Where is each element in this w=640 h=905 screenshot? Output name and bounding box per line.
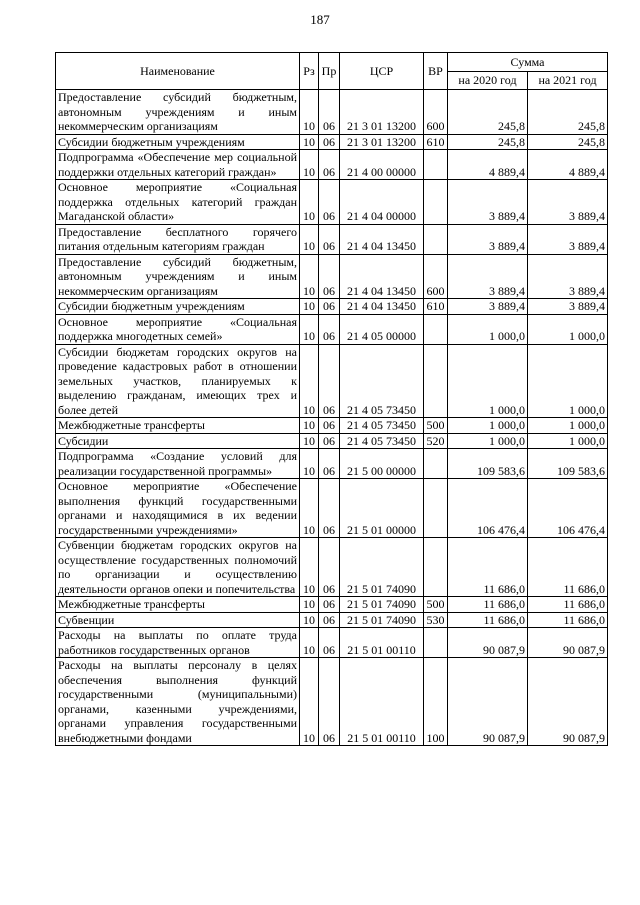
- cell-sum-2020: 1 000,0: [448, 344, 528, 418]
- cell-sum-2021: 1 000,0: [528, 418, 608, 434]
- cell-csr: 21 3 01 13200: [340, 134, 424, 150]
- cell-vr: [424, 224, 448, 254]
- cell-name: Предоставление субсидий бюджетным, автономным учреждениям и иным некоммерческим организациям: [56, 90, 300, 135]
- cell-pr: 06: [319, 90, 340, 135]
- table-body: [56, 90, 608, 746]
- cell-name: Субсидии бюджетам городских округов на проведение кадастровых работ в отношении земельных участков, планируемых к выделению гражданам, имеющих трех и более детей: [56, 344, 300, 418]
- cell-name: Субвенции: [56, 612, 300, 628]
- cell-pr: 06: [319, 597, 340, 613]
- cell-csr: 21 5 01 00000: [340, 479, 424, 538]
- table-row: [56, 597, 608, 613]
- header-vr: ВР: [424, 53, 448, 90]
- cell-csr: 21 4 05 73450: [340, 433, 424, 449]
- cell-pr: 06: [319, 299, 340, 315]
- cell-sum-2021: 3 889,4: [528, 180, 608, 225]
- cell-name: Межбюджетные трансферты: [56, 597, 300, 613]
- cell-name: Основное мероприятие «Социальная поддержка отдельных категорий граждан Магаданской области»: [56, 180, 300, 225]
- cell-pr: 06: [319, 658, 340, 746]
- cell-sum-2021: 109 583,6: [528, 449, 608, 479]
- cell-name: Предоставление бесплатного горячего питания отдельным категориям граждан: [56, 224, 300, 254]
- cell-rz: 10: [300, 254, 319, 299]
- cell-rz: 10: [300, 538, 319, 597]
- cell-csr: 21 5 01 00110: [340, 628, 424, 658]
- cell-csr: 21 4 04 13450: [340, 299, 424, 315]
- cell-sum-2021: 11 686,0: [528, 538, 608, 597]
- cell-sum-2020: 109 583,6: [448, 449, 528, 479]
- cell-rz: 10: [300, 150, 319, 180]
- cell-sum-2021: 1 000,0: [528, 433, 608, 449]
- cell-name: Расходы на выплаты по оплате труда работников государственных органов: [56, 628, 300, 658]
- cell-vr: 600: [424, 254, 448, 299]
- cell-name: Межбюджетные трансферты: [56, 418, 300, 434]
- cell-name: Субсидии бюджетным учреждениям: [56, 134, 300, 150]
- header-pr: Пр: [319, 53, 340, 90]
- cell-sum-2020: 1 000,0: [448, 314, 528, 344]
- cell-csr: 21 4 05 00000: [340, 314, 424, 344]
- cell-sum-2021: 1 000,0: [528, 314, 608, 344]
- cell-sum-2020: 11 686,0: [448, 597, 528, 613]
- cell-vr: 610: [424, 299, 448, 315]
- cell-sum-2021: 106 476,4: [528, 479, 608, 538]
- cell-rz: 10: [300, 418, 319, 434]
- cell-rz: 10: [300, 597, 319, 613]
- cell-rz: 10: [300, 314, 319, 344]
- cell-pr: 06: [319, 150, 340, 180]
- header-rz: Рз: [300, 53, 319, 90]
- cell-pr: 06: [319, 418, 340, 434]
- cell-sum-2021: 90 087,9: [528, 628, 608, 658]
- cell-csr: 21 4 04 13450: [340, 224, 424, 254]
- cell-sum-2020: 90 087,9: [448, 628, 528, 658]
- cell-name: Подпрограмма «Обеспечение мер социальной поддержки отдельных категорий граждан»: [56, 150, 300, 180]
- cell-csr: 21 5 01 74090: [340, 612, 424, 628]
- cell-rz: 10: [300, 612, 319, 628]
- table-row: [56, 344, 608, 418]
- table-row: [56, 479, 608, 538]
- table-row: [56, 299, 608, 315]
- cell-vr: [424, 314, 448, 344]
- cell-pr: 06: [319, 314, 340, 344]
- cell-sum-2021: 11 686,0: [528, 612, 608, 628]
- cell-rz: 10: [300, 658, 319, 746]
- cell-sum-2020: 90 087,9: [448, 658, 528, 746]
- header-name: Наименование: [56, 53, 300, 90]
- cell-vr: 610: [424, 134, 448, 150]
- table-row: [56, 628, 608, 658]
- cell-rz: 10: [300, 224, 319, 254]
- cell-name: Основное мероприятие «Обеспечение выполнения функций государственными органами и находящимися в их ведении государственными учреждениями»: [56, 479, 300, 538]
- cell-sum-2020: 245,8: [448, 90, 528, 135]
- cell-sum-2020: 245,8: [448, 134, 528, 150]
- cell-sum-2020: 106 476,4: [448, 479, 528, 538]
- cell-pr: 06: [319, 344, 340, 418]
- cell-rz: 10: [300, 479, 319, 538]
- table-row: [56, 224, 608, 254]
- cell-vr: 100: [424, 658, 448, 746]
- table-row: [56, 314, 608, 344]
- cell-sum-2020: 11 686,0: [448, 612, 528, 628]
- cell-name: Предоставление субсидий бюджетным, автономным учреждениям и иным некоммерческим организациям: [56, 254, 300, 299]
- cell-rz: 10: [300, 299, 319, 315]
- header-csr: ЦСР: [340, 53, 424, 90]
- cell-vr: [424, 538, 448, 597]
- cell-vr: 500: [424, 597, 448, 613]
- cell-csr: 21 5 00 00000: [340, 449, 424, 479]
- cell-name: Субвенции бюджетам городских округов на осуществление государственных полномочий по организации и осуществлению деятельности органов опеки и попечительства: [56, 538, 300, 597]
- cell-pr: 06: [319, 538, 340, 597]
- cell-pr: 06: [319, 479, 340, 538]
- table-row: [56, 658, 608, 746]
- cell-name: Субсидии: [56, 433, 300, 449]
- cell-vr: [424, 150, 448, 180]
- cell-rz: 10: [300, 180, 319, 225]
- cell-sum-2020: 4 889,4: [448, 150, 528, 180]
- cell-pr: 06: [319, 180, 340, 225]
- header-sum: Сумма: [448, 53, 608, 72]
- cell-pr: 06: [319, 254, 340, 299]
- table-row: [56, 538, 608, 597]
- cell-csr: 21 4 00 00000: [340, 150, 424, 180]
- cell-sum-2020: 3 889,4: [448, 180, 528, 225]
- cell-vr: 600: [424, 90, 448, 135]
- cell-sum-2020: 11 686,0: [448, 538, 528, 597]
- cell-sum-2020: 3 889,4: [448, 299, 528, 315]
- cell-sum-2020: 1 000,0: [448, 433, 528, 449]
- table-row: [56, 418, 608, 434]
- cell-rz: 10: [300, 134, 319, 150]
- table-row: [56, 449, 608, 479]
- cell-pr: 06: [319, 628, 340, 658]
- table-row: [56, 612, 608, 628]
- cell-vr: [424, 180, 448, 225]
- cell-rz: 10: [300, 628, 319, 658]
- cell-pr: 06: [319, 449, 340, 479]
- cell-name: Основное мероприятие «Социальная поддержка многодетных семей»: [56, 314, 300, 344]
- cell-vr: 500: [424, 418, 448, 434]
- cell-csr: 21 4 05 73450: [340, 418, 424, 434]
- cell-sum-2021: 245,8: [528, 90, 608, 135]
- cell-vr: [424, 479, 448, 538]
- cell-sum-2021: 3 889,4: [528, 254, 608, 299]
- cell-vr: 530: [424, 612, 448, 628]
- cell-pr: 06: [319, 134, 340, 150]
- cell-pr: 06: [319, 224, 340, 254]
- cell-name: Субсидии бюджетным учреждениям: [56, 299, 300, 315]
- cell-rz: 10: [300, 344, 319, 418]
- cell-sum-2021: 11 686,0: [528, 597, 608, 613]
- table-row: [56, 90, 608, 135]
- table-row: [56, 134, 608, 150]
- cell-vr: [424, 344, 448, 418]
- cell-sum-2021: 3 889,4: [528, 299, 608, 315]
- cell-csr: 21 4 04 00000: [340, 180, 424, 225]
- budget-table: [55, 52, 608, 746]
- cell-csr: 21 5 01 74090: [340, 538, 424, 597]
- header-year-2020: на 2020 год: [448, 71, 528, 90]
- table-row: [56, 180, 608, 225]
- cell-sum-2021: 1 000,0: [528, 344, 608, 418]
- cell-sum-2021: 245,8: [528, 134, 608, 150]
- table-row: [56, 254, 608, 299]
- cell-sum-2021: 3 889,4: [528, 224, 608, 254]
- table-row: [56, 433, 608, 449]
- cell-csr: 21 5 01 00110: [340, 658, 424, 746]
- cell-vr: [424, 628, 448, 658]
- header-year-2021: на 2021 год: [528, 71, 608, 90]
- cell-sum-2021: 4 889,4: [528, 150, 608, 180]
- cell-csr: 21 4 04 13450: [340, 254, 424, 299]
- cell-csr: 21 4 05 73450: [340, 344, 424, 418]
- cell-name: Расходы на выплаты персоналу в целях обеспечения выполнения функций государственными (муниципальными) органами, казенными учреждениями, органами управления государственными внебюджетными фондами: [56, 658, 300, 746]
- cell-pr: 06: [319, 612, 340, 628]
- page-number: 187: [310, 12, 330, 27]
- cell-pr: 06: [319, 433, 340, 449]
- cell-vr: 520: [424, 433, 448, 449]
- table-header: [56, 53, 608, 90]
- cell-sum-2020: 3 889,4: [448, 254, 528, 299]
- cell-sum-2020: 1 000,0: [448, 418, 528, 434]
- cell-sum-2020: 3 889,4: [448, 224, 528, 254]
- cell-rz: 10: [300, 449, 319, 479]
- cell-name: Подпрограмма «Создание условий для реализации государственной программы»: [56, 449, 300, 479]
- cell-vr: [424, 449, 448, 479]
- cell-rz: 10: [300, 90, 319, 135]
- cell-rz: 10: [300, 433, 319, 449]
- table-row: [56, 150, 608, 180]
- cell-csr: 21 5 01 74090: [340, 597, 424, 613]
- cell-sum-2021: 90 087,9: [528, 658, 608, 746]
- cell-csr: 21 3 01 13200: [340, 90, 424, 135]
